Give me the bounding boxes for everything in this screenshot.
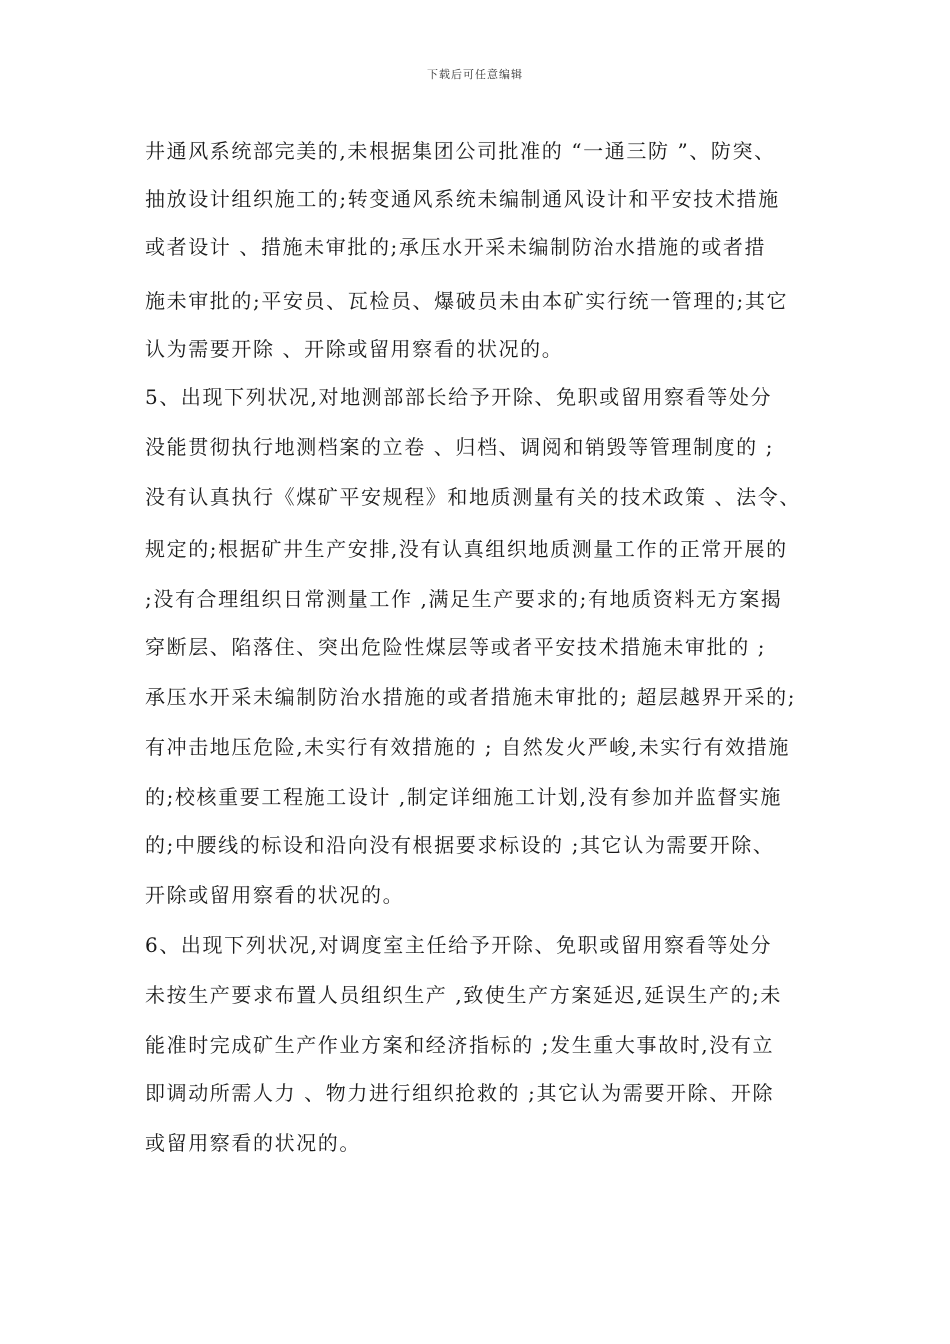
text-line: 没有认真执行《煤矿平安规程》和地质测量有关的技术政策 、法令、 bbox=[145, 485, 801, 509]
text-line: 施未审批的;平安员、瓦检员、爆破员未由本矿实行统一管理的;其它 bbox=[145, 289, 789, 313]
text-line: 穿断层、陷落住、突出危险性煤层等或者平安技术措施未审批的 ; bbox=[145, 635, 767, 659]
text-line: 6、出现下列状况,对调度室主任给予开除、免职或留用察看等处分 bbox=[145, 933, 773, 957]
text-line: 开除或留用察看的状况的。 bbox=[145, 883, 405, 907]
text-line: 规定的;根据矿井生产安排,没有认真组织地质测量工作的正常开展的 bbox=[145, 537, 788, 561]
text-line: 未按生产要求布置人员组织生产 ,致使生产方案延迟,延误生产的;未 bbox=[145, 983, 783, 1007]
text-line: ;没有合理组织日常测量工作 ,满足生产要求的;有地质资料无方案揭 bbox=[145, 587, 783, 611]
text-line: 能准时完成矿生产作业方案和经济指标的 ;发生重大事故时,没有立 bbox=[145, 1033, 775, 1057]
text-line: 承压水开采未编制防治水措施的或者措施未审批的; 超层越界开采的; bbox=[145, 685, 797, 709]
text-line: 的;校核重要工程施工设计 ,制定详细施工计划,没有参加并监督实施 bbox=[145, 785, 783, 809]
text-line: 的;中腰线的标设和沿向没有根据要求标设的 ;其它认为需要开除、 bbox=[145, 833, 775, 857]
text-line: 或留用察看的状况的。 bbox=[145, 1131, 361, 1155]
text-line: 即调动所需人力 、物力进行组织抢救的 ;其它认为需要开除、开除 bbox=[145, 1081, 775, 1105]
text-line: 5、出现下列状况,对地测部部长给予开除、免职或留用察看等处分 bbox=[145, 385, 773, 409]
text-line: 认为需要开除 、开除或留用察看的状况的。 bbox=[145, 337, 564, 361]
text-line: 抽放设计组织施工的;转变通风系统未编制通风设计和平安技术措施 bbox=[145, 187, 780, 211]
page-header: 下载后可任意编辑 bbox=[427, 68, 523, 81]
text-line: 没能贯彻执行地测档案的立卷 、归档、调阅和销毁等管理制度的 ; bbox=[145, 435, 775, 459]
text-line: 有冲击地压危险,未实行有效措施的 ; 自然发火严峻,未实行有效措施 bbox=[145, 735, 790, 759]
text-line: 井通风系统部完美的,未根据集团公司批准的 “一通三防 ”、防突、 bbox=[145, 139, 776, 163]
text-line: 或者设计 、措施未审批的;承压水开采未编制防治水措施的或者措 bbox=[145, 235, 767, 259]
